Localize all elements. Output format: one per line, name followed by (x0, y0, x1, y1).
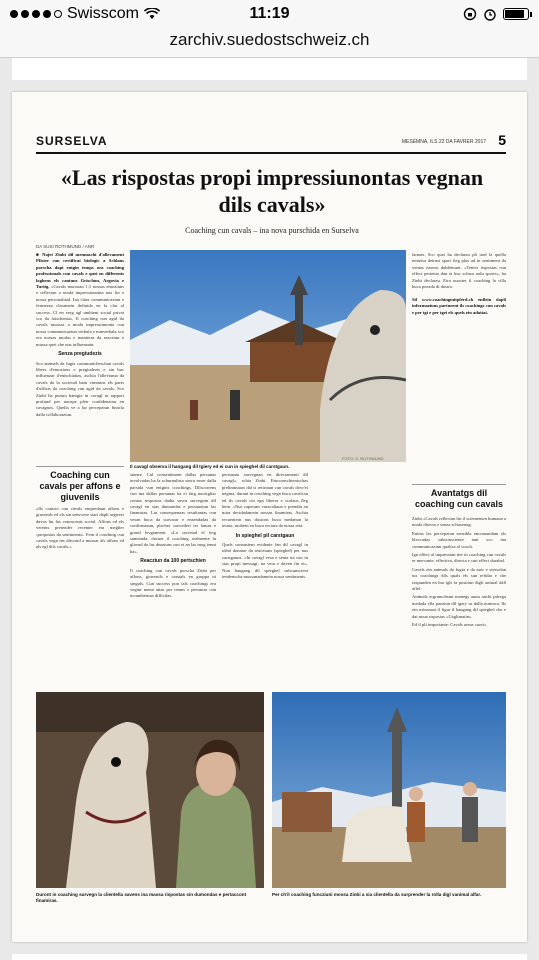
status-right (463, 7, 529, 21)
column-4-footnote: Sil www.coachingmitpferd.ch enflein dapli informaziuns partueent ils coachings cun cavals e per tgi e per tgei els quels ein adattai. (412, 296, 506, 315)
clock: 11:19 (249, 5, 290, 22)
sidebox-2-body (412, 516, 506, 668)
rotation-lock-icon (463, 7, 477, 21)
sidebox-1-rule (36, 466, 124, 467)
column-1 (36, 252, 124, 464)
column-1-body: «Cavals muossan 1:1 nossas emoziuns e reflectan a moda impressiunonta nus fin e nossa personalitad. Ina clara communicaziun e fermezza claramein definida en la clar al success. Cl en verg agl umbient social privat sco da fatschenta», Il coaching cun agid da cavals muossa a moda impressiunonta cun nossa communicaziun verbala e nunverbala sco era nossas modas e manieras da reacziun e mussa quei che nus influenzain. (36, 284, 124, 347)
list-item: Animals ergrumchsmi menegs aunu anchi pitrega medada ella pazziun dil tgery ur dalla mininca. Ils ein mòssrunt il figur il hangang dil spieghel che e dat noua rispostas «Uaglimatin». (412, 594, 506, 619)
status-left (10, 5, 160, 23)
column-3 (222, 472, 308, 666)
photo-horse-woman (36, 692, 264, 888)
page-header (36, 134, 506, 154)
column-3-body-2: Quels cunaustem evidente fan dil cavagl in idéal donator da reacziuns (spieghel) per nus carstgauns. «In cavagl vesa e senta tut nos in sias propi messagi; na vera e daven fin ei». Nun hangang dil spieghel subcunscient tendenscha mussanadamein nossa sentiments. (222, 542, 308, 580)
column-2-body: sinnez. Cul consentiment dallas persunas involvadas ha la schurnalista savru esser dalla parsida vun entgins coachings. Dilscorrens cun ina dallas persunas ha ei fatg nuortgliar contas respostas dadia savru survegnin dil cavagl en sias dumondas e persuaziun las finamiras. Las consequenzas resultantas cun vesan buca da survarar e ensendadas da confirmazun, placher concederi ter lamas e grond levgiament. «La societad el feig samianda, dacuer il coaching realmente la glavud da las deaziuns cun ei an las mog tenni ha». (130, 472, 216, 554)
signal-strength-icon (10, 10, 62, 18)
alarm-icon (483, 7, 497, 21)
photo-horse-head (130, 250, 406, 462)
column-1-body-2: Sco animals da fugia communicheschan cavals libers d'emozions e pregiudezis e sin buc influenzar d'entschiattas, aschia l'alleviama da cavals da la societad bain vimmins els parts d'uffizis da coaching cun agid da cavals. Sco Zinbi ha purtau bantgia in cavagl in rapport profund per nuospe pleir confidenziau en cavagnos. Quella ve a lur percepziun finacla dalla collaboraziun. (36, 360, 124, 417)
page-number: 5 (498, 132, 506, 148)
sidebox-1-title: Coaching cun cavals per affons e giuvenils (39, 470, 121, 502)
next-page (12, 954, 527, 960)
subheadline: Coaching cun cavals – ina nova purschida en Surselva (185, 226, 359, 235)
sidebox-1-body: «Ils contact cun cavals empredaun affons e giuvenils ed els sin senswere stari dapli segirezi davos lur las conoscents social. Affons ed els vereins pretender recenter era meglier ‹propostas da sentiments›. Fein il coaching cun cavals vegn ins diiscuid a mussar als affons ed als egl dils cavals.» (36, 506, 124, 550)
list-item: Cavals ein animals da fugia e da noir e stessolan tus coachings dils quals els sun refidar e che raspunden en bar igls la positiun digli animal dall affel. (412, 566, 506, 592)
list-item: Ign effect al impressiun tier in coaching cun cavals er mercante, effectiva, directa e cun effect durabel. (412, 552, 506, 564)
headline: «Las rispostas propi impressiunontas vegnan dils cavals» (60, 165, 484, 217)
list-item: Entras las percepziun sensibla encomandam els bloccadas subconsciente tant sco ina communicaziun qualisa al coach. (412, 530, 506, 549)
caption-top-photo: Il cavagl observa il hangang dil tgiery ed ei cun in spieghel dil carstgaun. (130, 464, 290, 469)
url-text: zarchiv.suedostschweiz.ch (169, 30, 370, 49)
caption-bottom-left: Duront in coaching survegn la clientella savens ina massa rispostas sin dumondas e pertaccont finamiras. (36, 892, 247, 903)
column-2-body-2: Il coaching cun cavals porscha Zinbi per affons, giuvenils e carstals en gruppa ni singuls. Cun success pon tals coachings era vegnir mena attas per teams e persunas cun incumbensas difficilas. (130, 567, 216, 599)
column-4-body: larmas. Sco quei ha declarau pli tard la quella tenteisa detrusi sport fieg plus ad in sentiment da ventas easeus dublemunt. «Tenter rispostas cun effect pertenta dan ei buc sclnza ardu sports», ha Zinbi declarau. Eira uuoster il coaching la cilla buca pozzda di dastra. (412, 252, 506, 290)
page-viewport[interactable] (0, 58, 539, 960)
sidebox-2-list (412, 531, 506, 629)
caption-bottom-right: Per ch'il coaching funcziuni mossa Zinbi a sia clientella da surprender la rolla digl vanimal alfar. (272, 892, 482, 897)
dateline: MESEMNA, ILS 22 DA FAVRER 2017 (401, 139, 486, 145)
newspaper-page (12, 92, 527, 942)
byline: DA SUSI ROTHMUND / ANR (36, 244, 95, 249)
battery-icon (503, 8, 529, 20)
subhead-spieghel: In spieghel pil carstgaun (235, 532, 295, 539)
list-item: Ed il pli importante: Cavals areus cuori» (412, 622, 487, 628)
previous-page (12, 58, 527, 80)
carrier-label: Swisscom (67, 5, 140, 22)
subhead-senza-pregiudezis: Senza pregiudezis (58, 351, 102, 358)
column-4 (412, 252, 506, 452)
article-lead: ■ Najet Zinbi dil mennaschi d'allevament Pfister cun certificat biologic a Schlans porscha dapi entgin temps ora coaching professionals cun cavals e quei en differents loghens els cantuns Grischun, Argovia e Turitg. (36, 252, 124, 290)
photo-walking-horse (272, 692, 506, 888)
column-3-body: pertsunas survegnan en directamenti dil cavagl», schia Zinbi. Emcomschientschas preliminaras dal si retiriaun cun cavals dovr'ei negina, durant in coaching vegn buca cavalcau ed ils cavals cin egn liberar e scolaus fleg bein. «Nus caperans curacaltaun e prendin en mira decidadamein nossas finamiras. Aschia recuentein nus dustons buca medanun la teuria, mobein en buca reciara da nossa reta. (222, 472, 308, 529)
column-2 (130, 472, 216, 666)
photo-credit: FOTO: S. ROTHMUND (342, 456, 384, 461)
sidebox-2-rule (412, 484, 506, 485)
status-bar (0, 0, 539, 28)
subhead-reacziun: Reacziun da 100 pertschien (140, 558, 206, 565)
section-title: SURSELVA (36, 134, 108, 148)
address-bar[interactable] (0, 28, 539, 58)
sidebox-2-intro: Zinbi «Cavals reflectan fin il scientemen humaun a moda directa e senza schusenug. (412, 516, 506, 528)
sidebox-2-title: Avantatgs dil coaching cun cavals (414, 488, 504, 509)
wifi-icon (144, 8, 160, 20)
